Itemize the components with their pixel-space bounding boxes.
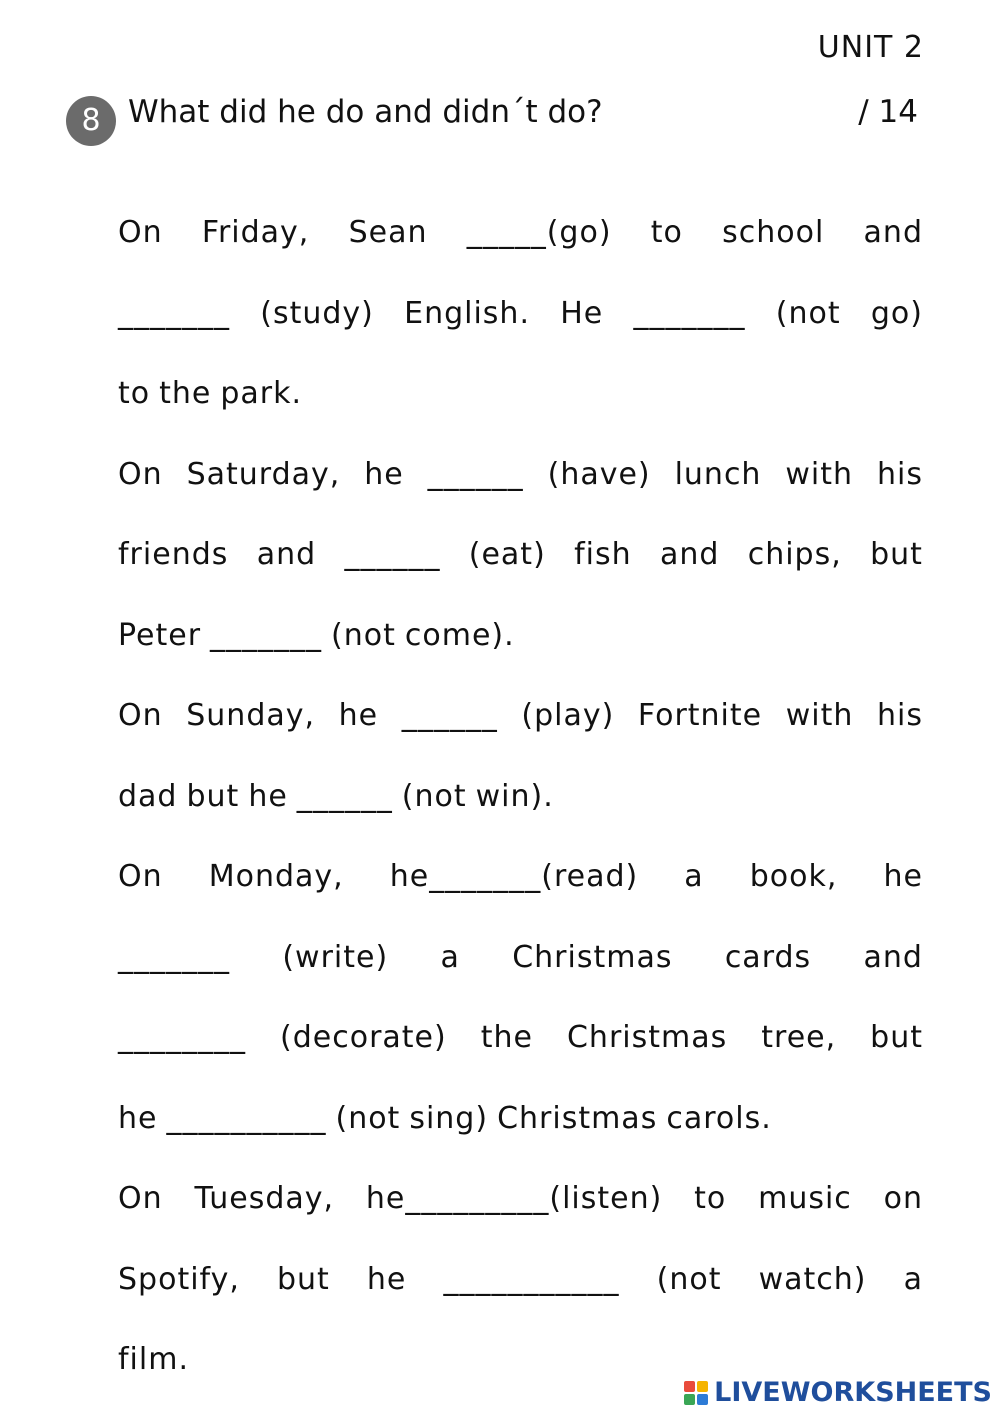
word: (decorate): [280, 1020, 447, 1055]
word: he: [364, 456, 404, 492]
logo-square: [697, 1394, 708, 1405]
word: (write): [282, 939, 389, 975]
logo-text: LIVEWORKSHEETS: [714, 1377, 992, 1408]
word: _______: [210, 617, 323, 653]
text-line: [118, 998, 923, 1079]
word: and: [863, 215, 923, 250]
word: ___________: [443, 1261, 620, 1297]
word: _____(go): [466, 215, 612, 250]
text-line: [118, 435, 923, 516]
word: (not: [331, 617, 396, 653]
word: his: [877, 698, 923, 733]
word: park.: [220, 376, 303, 411]
word: he: [248, 778, 288, 814]
word: ______: [296, 778, 393, 814]
word: _______: [118, 939, 230, 975]
word: fish: [574, 537, 632, 572]
word: Spotify,: [118, 1261, 240, 1297]
word: tree,: [761, 1020, 837, 1055]
word: (not: [335, 1100, 401, 1136]
exercise-text: [118, 193, 923, 1401]
word: (not: [775, 295, 841, 331]
word: (eat): [468, 537, 546, 572]
word: school: [722, 215, 825, 250]
word: on: [883, 1181, 923, 1216]
word: cards: [724, 939, 812, 975]
word: to: [118, 376, 151, 411]
word: but: [870, 537, 923, 572]
word: a: [440, 939, 460, 975]
word: he: [366, 1261, 407, 1297]
word: and: [659, 537, 720, 572]
word: and: [256, 537, 317, 572]
word: a: [684, 859, 704, 894]
text-line: [118, 918, 923, 999]
word: come).: [404, 617, 515, 653]
word: Fortnite: [637, 698, 763, 733]
word: Monday,: [208, 859, 344, 894]
logo-square: [684, 1381, 695, 1392]
word: On: [118, 1181, 163, 1216]
word: Peter: [118, 617, 202, 653]
word: Saturday,: [186, 456, 341, 492]
word: he_______(read): [389, 859, 639, 894]
word: He: [560, 295, 604, 331]
word: watch): [758, 1261, 867, 1297]
word: (not: [656, 1261, 722, 1297]
word: ______: [401, 698, 498, 733]
word: but: [186, 778, 240, 814]
word: Sunday,: [186, 698, 316, 733]
word: (have): [547, 456, 651, 492]
score-label: / 14: [858, 94, 918, 130]
text-line: [118, 1240, 923, 1321]
word: ________: [118, 1020, 246, 1055]
word: Sean: [348, 215, 428, 250]
word: to: [650, 215, 683, 250]
word: go): [870, 295, 923, 331]
word: On: [118, 698, 163, 733]
word: Christmas: [512, 939, 673, 975]
word: the: [159, 376, 212, 411]
word: sing): [409, 1100, 489, 1136]
word: a: [903, 1261, 923, 1297]
word: lunch: [674, 456, 762, 492]
word: win).: [475, 778, 554, 814]
word: _______: [118, 295, 230, 331]
text-line: [118, 837, 923, 918]
text-line: [118, 515, 923, 596]
word: he_________(listen): [365, 1181, 663, 1216]
word: the: [480, 1020, 533, 1055]
word: ______: [427, 456, 524, 492]
text-line: [118, 274, 923, 355]
text-line: [118, 193, 923, 274]
unit-label: UNIT 2: [817, 30, 924, 65]
word: but: [870, 1020, 923, 1055]
text-line: [118, 676, 923, 757]
word: On: [118, 456, 163, 492]
word: Christmas: [497, 1100, 658, 1136]
word: __________: [166, 1100, 327, 1136]
word: with: [785, 456, 854, 492]
word: dad: [118, 778, 178, 814]
logo-mark-icon: [684, 1381, 708, 1405]
liveworksheets-logo: [684, 1377, 992, 1408]
logo-square: [684, 1394, 695, 1405]
word: he: [118, 1100, 158, 1136]
word: but: [276, 1261, 330, 1297]
word: (play): [521, 698, 615, 733]
word: (study): [260, 295, 374, 331]
word: with: [785, 698, 854, 733]
word: music: [758, 1181, 852, 1216]
word: film.: [118, 1342, 189, 1377]
word: he: [338, 698, 379, 733]
text-line: [118, 1079, 923, 1160]
exercise-number-badge: 8: [66, 96, 116, 146]
word: chips,: [747, 537, 842, 572]
text-line: [118, 757, 923, 838]
word: On: [118, 859, 163, 894]
text-line: [118, 1159, 923, 1240]
word: he: [883, 859, 923, 894]
logo-square: [697, 1381, 708, 1392]
word: Christmas: [566, 1020, 728, 1055]
exercise-title: What did he do and didn´t do?: [128, 94, 603, 130]
text-line: [118, 596, 923, 677]
word: book,: [749, 859, 838, 894]
word: and: [863, 939, 923, 975]
word: his: [876, 456, 923, 492]
word: English.: [404, 295, 530, 331]
word: On: [118, 215, 163, 250]
word: ______: [344, 537, 441, 572]
word: carols.: [666, 1100, 772, 1136]
text-line: [118, 354, 923, 435]
word: _______: [633, 295, 746, 331]
word: Tuesday,: [194, 1181, 335, 1216]
word: friends: [118, 537, 229, 572]
word: (not: [401, 778, 467, 814]
word: to: [694, 1181, 727, 1216]
word: Friday,: [201, 215, 310, 250]
